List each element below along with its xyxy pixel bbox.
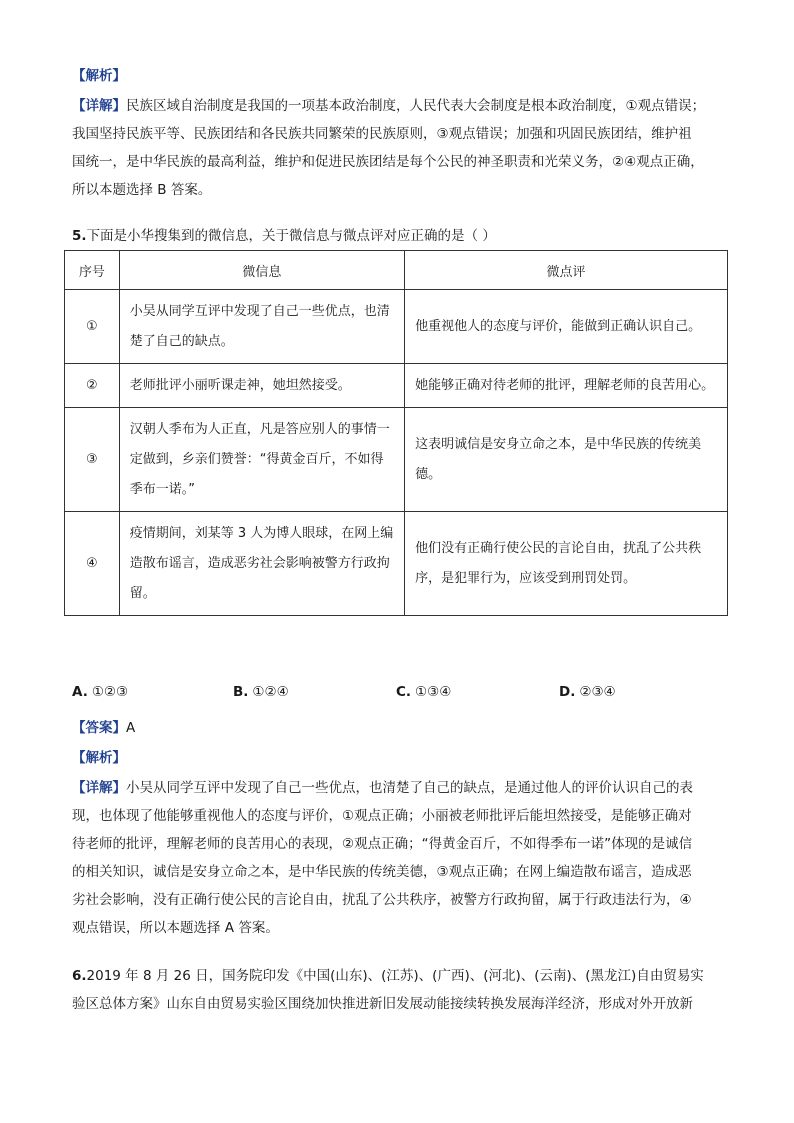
option-label: C.: [396, 684, 412, 700]
table-row: [65, 290, 728, 364]
q5-detail-line: 待老师的批评，理解老师的良苦用心的表现，②观点正确；“得黄金百斤，不如得季布一诺”体现的是诚信: [72, 836, 693, 852]
option-label: D.: [559, 684, 576, 700]
q5-detail: [72, 774, 728, 942]
q5-detail-line: 劣社会影响，没有正确行使公民的言论自由，扰乱了公共秩序，被警方行政拘留，属于行政违法行为，④: [72, 892, 692, 908]
option-d: [559, 684, 616, 700]
table-row: [65, 512, 728, 616]
table-row: [65, 408, 728, 512]
q5-detail-line: 观点错误，所以本题选择 A 答案。: [72, 920, 279, 936]
row-index: ④: [65, 512, 120, 616]
q6-line: 2019 年 8 月 26 日，国务院印发《中国(山东)、(江苏)、(广西)、(河北)、(云南)、(黑龙江)自由贸易实: [86, 968, 704, 984]
q5-answer-tag: 【答案】: [72, 720, 126, 736]
option-label: B.: [233, 684, 249, 700]
row-info: 疫情期间，刘某等 3 人为博人眼球，在网上编造散布谣言，造成恶劣社会影响被警方行政拘留。: [119, 512, 404, 616]
q5-analysis-tag: 【解析】: [72, 750, 126, 766]
q5-options: [72, 684, 732, 706]
row-info: 汉朝人季布为人正直，凡是答应别人的事情一定做到，乡亲们赞誉：“得黄金百斤，不如得季布一诺。”: [119, 408, 404, 512]
row-index: ②: [65, 364, 120, 408]
row-index: ③: [65, 408, 120, 512]
row-comment: 他重视他人的态度与评价，能做到正确认识自己。: [405, 290, 728, 364]
option-text: ①③④: [415, 684, 452, 700]
q4-analysis-tag: 【解析】: [72, 68, 126, 84]
row-comment: 她能够正确对待老师的批评，理解老师的良苦用心。: [405, 364, 728, 408]
q6-stem: [72, 962, 728, 1018]
row-comment: 他们没有正确行使公民的言论自由，扰乱了公共秩序，是犯罪行为，应该受到刑罚处罚。: [405, 512, 728, 616]
row-info: 老师批评小丽听课走神，她坦然接受。: [119, 364, 404, 408]
option-a: [72, 684, 128, 700]
table-row: [65, 364, 728, 408]
q5-answer-value: A: [126, 720, 136, 736]
q5-detail-line: 现，也体现了他能够重视他人的态度与评价，①观点正确；小丽被老师批评后能坦然接受，是能够正确对: [72, 808, 692, 824]
table-header-row: [65, 251, 728, 290]
option-text: ②③④: [579, 684, 616, 700]
q5-table: [64, 250, 728, 616]
q4-detail-line: 所以本题选择 B 答案。: [72, 182, 212, 198]
option-label: A.: [72, 684, 88, 700]
q5-detail-line: 的相关知识，诚信是安身立命之本，是中华民族的传统美德，③观点正确；在网上编造散布谣言，造成恶: [72, 864, 692, 880]
q5-stem-text: 下面是小华搜集到的微信息，关于微信息与微点评对应正确的是（ ）: [86, 228, 496, 244]
q5-number: 5.: [72, 228, 87, 244]
option-text: ①②④: [252, 684, 289, 700]
q6-number: 6.: [72, 968, 87, 984]
header-info: 微信息: [119, 251, 404, 290]
q4-detail-line: 我国坚持民族平等、民族团结和各民族共同繁荣的民族原则，③观点错误；加强和巩固民族团结，维护祖: [72, 126, 692, 142]
q5-answer: [72, 716, 732, 736]
q6-line: 验区总体方案》山东自由贸易实验区围绕加快推进新旧发展动能接续转换发展海洋经济，形成对外开放新: [72, 996, 693, 1012]
q5-stem: [72, 224, 732, 244]
option-b: [233, 684, 289, 700]
q5-detail-line: 小吴从同学互评中发现了自己一些优点，也清楚了自己的缺点，是通过他人的评价认识自己的表: [126, 780, 693, 796]
option-c: [396, 684, 451, 700]
option-text: ①②③: [91, 684, 129, 700]
q4-detail-line: 国统一，是中华民族的最高利益，维护和促进民族团结是每个公民的神圣职责和光荣义务，②④观点正确，: [72, 154, 704, 170]
q4-detail: [72, 92, 728, 204]
row-info: 小吴从同学互评中发现了自己一些优点，也清楚了自己的缺点。: [119, 290, 404, 364]
q5-detail-tag: 【详解】: [72, 780, 126, 796]
header-comment: 微点评: [405, 251, 728, 290]
q4-detail-tag: 【详解】: [72, 98, 126, 114]
q4-detail-line: 民族区域自治制度是我国的一项基本政治制度，人民代表大会制度是根本政治制度，①观点错误；: [126, 98, 706, 114]
row-index: ①: [65, 290, 120, 364]
header-index: 序号: [65, 251, 120, 290]
row-comment: 这表明诚信是安身立命之本，是中华民族的传统美德。: [405, 408, 728, 512]
